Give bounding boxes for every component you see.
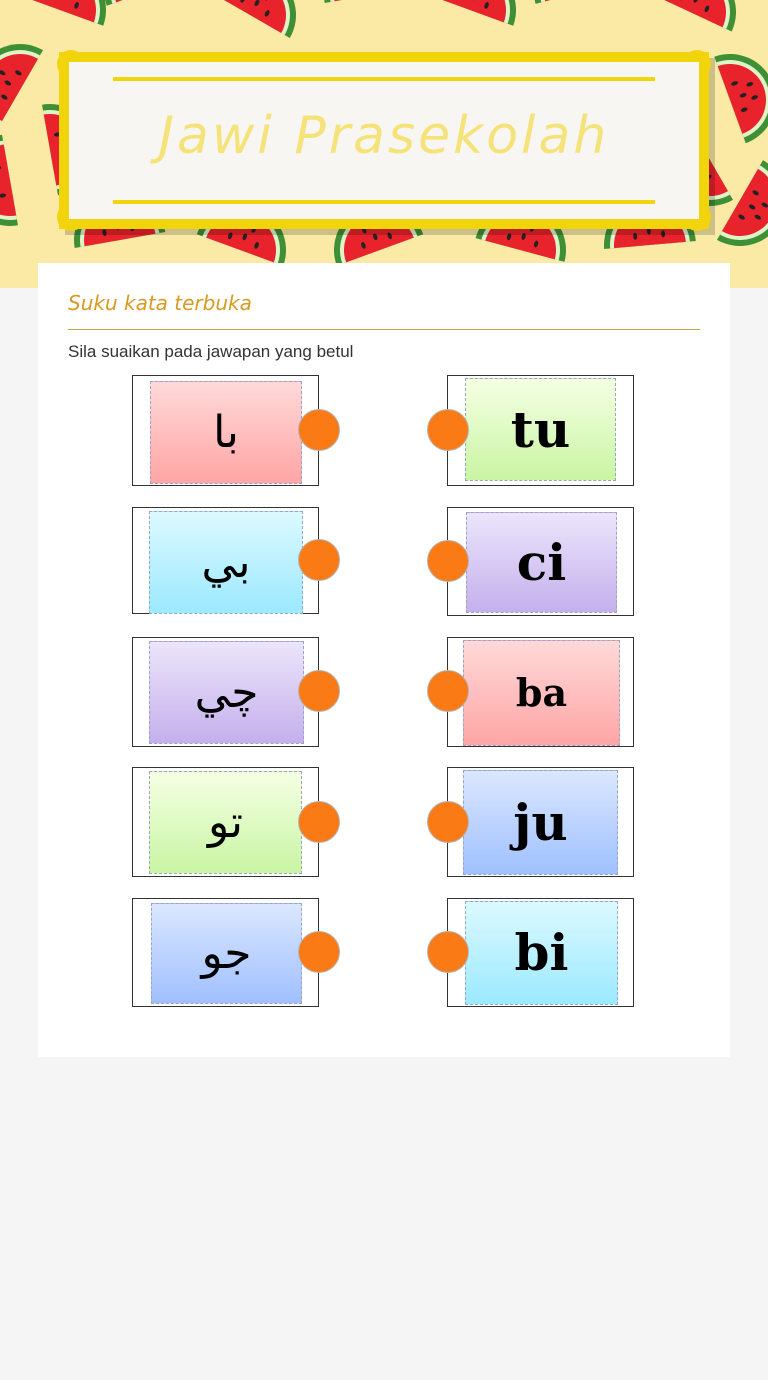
tile-left-2: [149, 511, 303, 614]
watermelon-slice-icon: [0, 27, 43, 130]
match-card-left-4[interactable]: [132, 767, 319, 877]
watermelon-slice-icon: [91, 0, 193, 6]
watermelon-slice-icon: [648, 0, 751, 31]
tile-left-5: [151, 903, 302, 1004]
match-card-right-4[interactable]: [447, 767, 634, 877]
watermelon-slice-icon: [717, 160, 768, 263]
jawi-syllable: تو: [208, 796, 243, 848]
match-card-right-2[interactable]: [447, 507, 634, 616]
match-dot-left-3[interactable]: [298, 670, 340, 712]
match-dot-left-1[interactable]: [298, 409, 340, 451]
match-card-left-3[interactable]: [132, 637, 319, 747]
watermelon-slice-icon: [210, 0, 313, 38]
tile-right-5: [465, 901, 618, 1005]
latin-syllable: ba: [515, 670, 568, 715]
match-dot-right-3[interactable]: [427, 670, 469, 712]
watermelon-slice-icon: [427, 0, 529, 26]
tile-right-3: [463, 640, 620, 746]
watermelon-slice-icon: [317, 0, 416, 3]
match-dot-right-2[interactable]: [427, 540, 469, 582]
match-dot-right-1[interactable]: [427, 409, 469, 451]
watermelon-slice-icon: [714, 41, 768, 143]
latin-syllable: ju: [513, 792, 568, 852]
tile-right-2: [466, 512, 617, 613]
latin-syllable: bi: [514, 923, 569, 982]
match-dot-right-5[interactable]: [427, 931, 469, 973]
match-card-left-2[interactable]: [132, 507, 319, 614]
match-dot-left-4[interactable]: [298, 801, 340, 843]
match-card-right-1[interactable]: [447, 375, 634, 486]
section-title: Suku kata terbuka: [68, 291, 252, 315]
page-title: Jawi Prasekolah: [158, 106, 610, 166]
latin-syllable: ci: [516, 532, 567, 592]
match-dot-right-4[interactable]: [427, 801, 469, 843]
tile-left-3: [149, 641, 304, 744]
tile-left-1: [150, 381, 302, 484]
match-card-right-5[interactable]: [447, 898, 634, 1007]
match-card-left-1[interactable]: [132, 375, 319, 486]
instruction-text: Sila suaikan pada jawapan yang betul: [68, 342, 354, 361]
section-divider: [68, 329, 700, 330]
worksheet-panel: [38, 263, 730, 1057]
jawi-syllable: با: [213, 406, 239, 458]
match-dot-left-5[interactable]: [298, 931, 340, 973]
match-dot-left-2[interactable]: [298, 539, 340, 581]
header-banner: [0, 0, 768, 288]
latin-syllable: tu: [510, 399, 571, 459]
jawi-syllable: جو: [201, 927, 252, 979]
match-card-left-5[interactable]: [132, 898, 319, 1007]
match-card-right-3[interactable]: [447, 637, 634, 747]
watermelon-slice-icon: [17, 0, 119, 26]
title-card: [59, 52, 709, 229]
watermelon-slice-icon: [524, 0, 625, 4]
watermelon-slice-icon: [0, 135, 18, 234]
tile-right-1: [465, 378, 616, 481]
jawi-syllable: چي: [194, 666, 259, 718]
tile-right-4: [463, 770, 618, 875]
jawi-syllable: بي: [201, 536, 251, 588]
tile-left-4: [149, 771, 302, 874]
